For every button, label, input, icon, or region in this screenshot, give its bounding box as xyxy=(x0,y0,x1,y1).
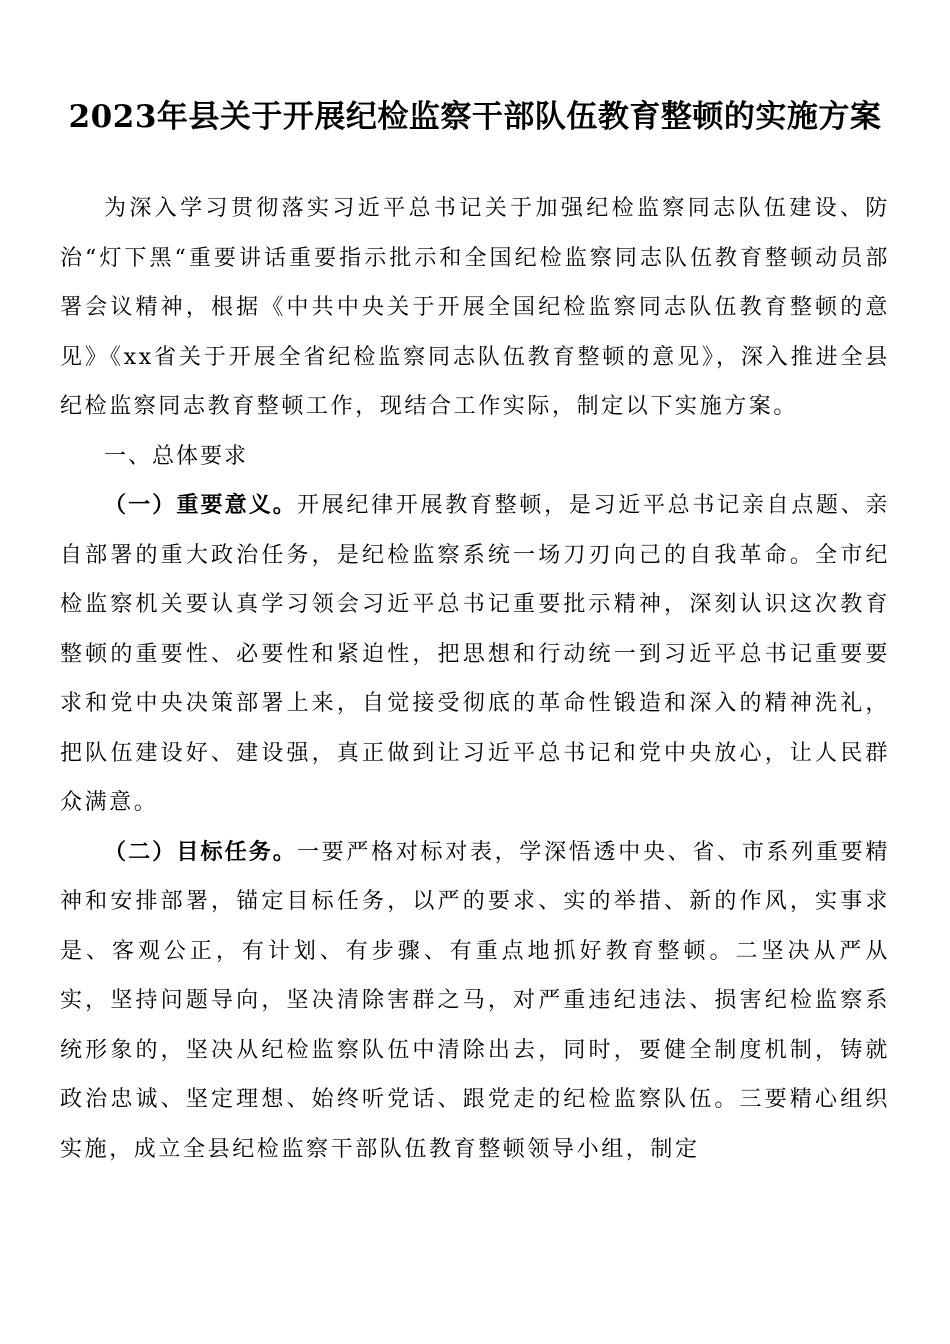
document-page xyxy=(60,92,890,1174)
document-title: 2023年县关于开展纪检监察干部队伍教育整顿的实施方案 xyxy=(68,99,882,135)
subheading-goals-tasks: （二）目标任务。 xyxy=(104,839,297,865)
document-body xyxy=(60,184,890,1174)
paragraph-goals-tasks xyxy=(60,828,890,1175)
subheading-significance: （一）重要意义。 xyxy=(104,493,297,518)
significance-text: 开展纪律开展教育整顿，是习近平总书记亲自点题、亲自部署的重大政治任务，是纪检监察系统一场刀刃向己的自我革命。全市纪检监察机关要认真学习领会习近平总书记重要批示精神，深刻认识这次教育整顿的重要性、必要性和紧迫性，把思想和行动统一到习近平总书记重要要求和党中央决策部署上来，自觉接受彻底的革命性锻造和深入的精神洗礼，把队伍建设好、建设强，真正做到让习近平总书记和党中央放心，让人民群众满意。 xyxy=(60,493,890,815)
intro-paragraph: 为深入学习贯彻落实习近平总书记关于加强纪检监察同志队伍建设、防治“灯下黑“重要讲话重要指示批示和全国纪检监察同志队伍教育整顿动员部署会议精神，根据《中共中央关于开展全国纪检监察同志队伍教育整顿的意见》《xx省关于开展全省纪检监察同志队伍教育整顿的意见》，深入推进全县纪检监察同志教育整顿工作，现结合工作实际，制定以下实施方案。 xyxy=(60,196,890,419)
paragraph-significance xyxy=(60,481,890,828)
section-heading-general-requirements: 一、总体要求 xyxy=(104,443,249,469)
goals-tasks-text: 一要严格对标对表，学深悟透中央、省、市系列重要精神和安排部署，锚定目标任务，以严的要求、实的举措、新的作风，实事求是、客观公正，有计划、有步骤、有重点地抓好教育整顿。二坚决从严从实，坚持问题导向，坚决清除害群之马，对严重违纪违法、损害纪检监察系统形象的，坚决从纪检监察队伍中清除出去，同时，要健全制度机制，铸就政治忠诚、坚定理想、始终听党话、跟党走的纪检监察队伍。三要精心组织实施，成立全县纪检监察干部队伍教育整顿领导小组，制定 xyxy=(60,839,890,1162)
